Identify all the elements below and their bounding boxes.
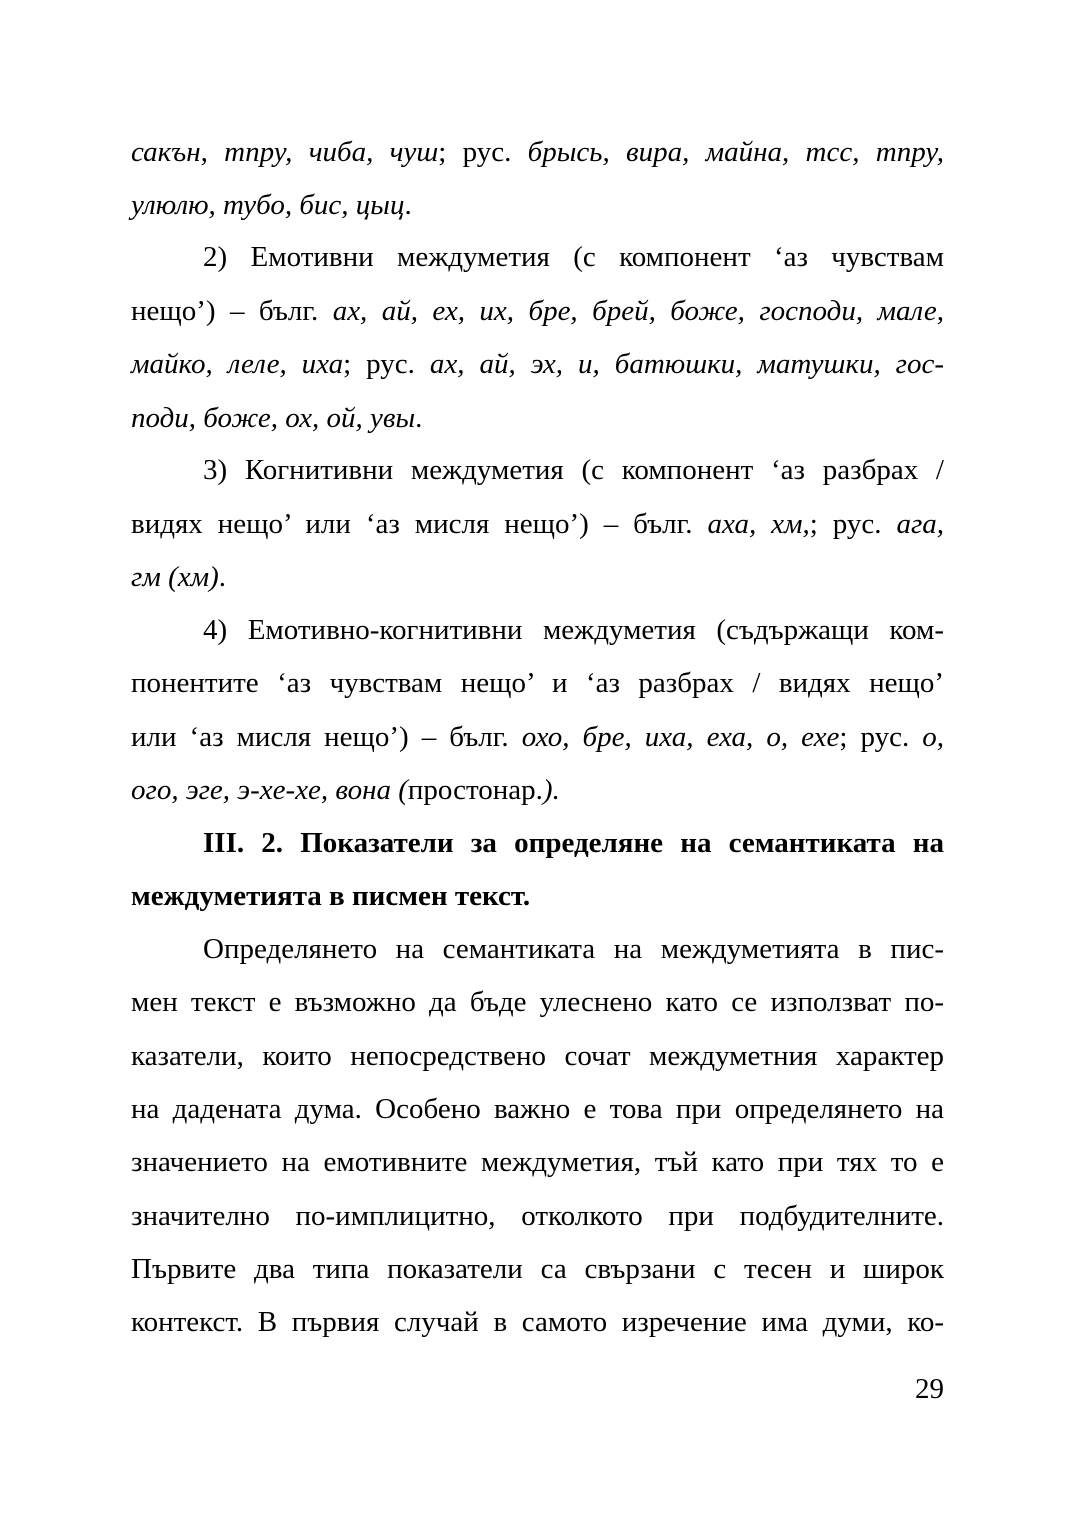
- italic-span: ах, ай, ех, их, бре, брей, боже, господи, мале,: [332, 295, 944, 327]
- section-heading: III. 2. Показатели за определяне на семантиката на: [203, 827, 944, 859]
- text-span: .: [218, 561, 227, 593]
- text-line: [131, 557, 944, 597]
- text-span: 3) Когнитивни междуметия (с компонент ‘аз разбрах /: [203, 454, 944, 486]
- text-line: [131, 663, 944, 703]
- italic-span: гм (хм): [131, 561, 219, 593]
- text-line: мен текст е възможно да бъде улеснено като се използват по-: [131, 986, 944, 1018]
- italic-span: ага,: [896, 508, 945, 540]
- text-line: [131, 185, 944, 225]
- page-number: 29: [915, 1373, 944, 1405]
- text-span: нещо’) – бълг.: [131, 295, 333, 327]
- text-line: на дадената дума. Особено важно е това при определянето на: [131, 1093, 944, 1125]
- text-line: [203, 450, 944, 490]
- text-span: 4) Емотивно-когнитивни междуметия (съдържащи ком-: [203, 614, 944, 646]
- text-line: [131, 398, 944, 438]
- text-span: ; рус.: [809, 508, 897, 540]
- text-span: простонар.: [407, 774, 543, 806]
- italic-span: ого, эге, э-хе-хе, вона (: [131, 774, 408, 806]
- text-span: 2) Емотивни междуметия (с компонент ‘аз чувствам: [203, 241, 944, 273]
- italic-span: аха, хм,: [707, 508, 810, 540]
- section-heading-continuation: междуметията в писмен текст.: [131, 880, 531, 912]
- text-line: [203, 237, 944, 277]
- italic-span: улюлю, тубо, бис, цыц: [131, 189, 405, 221]
- text-span: ; рус.: [438, 136, 528, 168]
- text-line: [131, 344, 944, 384]
- text-span: .: [404, 189, 412, 221]
- text-line: казатели, които непосредствено сочат междуметния характер: [131, 1040, 944, 1072]
- text-span: ; рус.: [839, 721, 923, 753]
- text-line: Определянето на семантиката на междуметията в пис-: [203, 933, 944, 965]
- text-line: [131, 717, 944, 757]
- text-span: .: [415, 402, 423, 434]
- text-line: [131, 504, 944, 544]
- text-span: или ‘аз мисля нещо’) – бълг.: [131, 721, 522, 753]
- text-span: понентите ‘аз чувствам нещо’ и ‘аз разбрах / видях нещо’: [131, 667, 944, 699]
- italic-span: брысь, вира, майна, тсс, тпру,: [527, 136, 945, 168]
- text-span: ; рус.: [343, 348, 430, 380]
- text-span: видях нещо’ или ‘аз мисля нещо’) – бълг.: [131, 508, 708, 540]
- italic-span: поди, боже, ох, ой, увы: [131, 402, 416, 434]
- text-line: Първите два типа показатели са свързани с тесен и широк: [131, 1253, 944, 1285]
- text-line: [131, 770, 944, 810]
- italic-span: о,: [922, 721, 944, 753]
- italic-span: майко, леле, иха: [131, 348, 344, 380]
- text-line: [203, 610, 944, 650]
- italic-span: сакън, тпру, чиба, чуш: [131, 136, 439, 168]
- italic-span: охо, бре, иха, еха, о, ехе: [521, 721, 840, 753]
- italic-span: ах, ай, эх, и, батюшки, матушки, гос-: [429, 348, 945, 380]
- text-line: значението на емотивните междуметия, тъй като при тях то е: [131, 1146, 944, 1178]
- text-line: [131, 132, 944, 172]
- text-line: [131, 291, 944, 331]
- italic-span: ).: [542, 774, 560, 806]
- text-line: контекст. В първия случай в самото изречение има думи, ко-: [131, 1306, 944, 1338]
- text-line: значително по-имплицитно, отколкото при подбудителните.: [131, 1200, 944, 1232]
